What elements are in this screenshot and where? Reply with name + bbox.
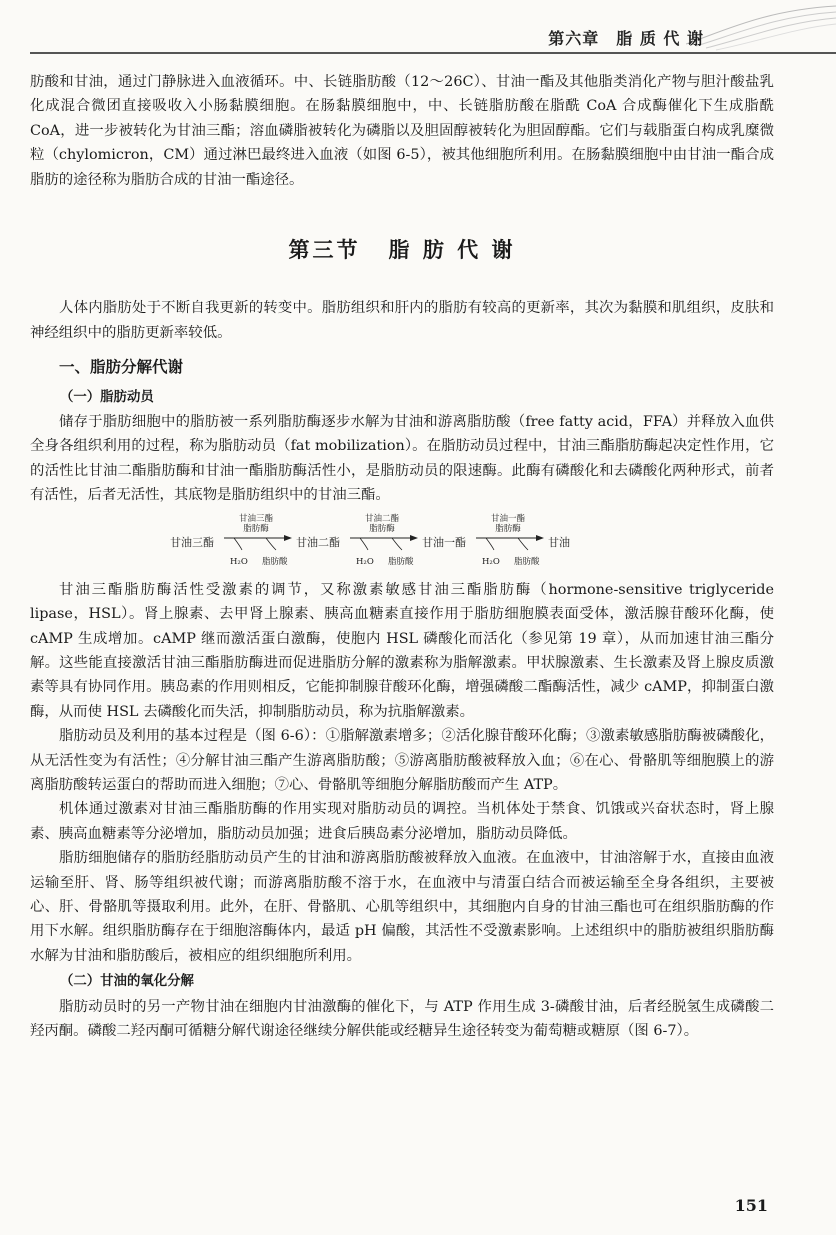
heading-fat-mobilization: （一）脂肪动员 [60, 389, 154, 405]
section-title [30, 238, 774, 262]
paragraph-5: 机体通过激素对甘油三酯脂肪酶的作用实现对脂肪动员的调控。当机体处于禁食、饥饿或兴奋状态时，肾上腺素、胰高血糖素等分泌增加，脂肪动员加强；进食后胰岛素分泌增加，脂肪动员降低。 [30, 801, 774, 842]
scheme-water-3: H₂O [482, 556, 500, 567]
paragraph-0: 肪酸和甘油，通过门静脉进入血液循环。中、长链脂肪酸（12～26C）、甘油一酯及其他脂类消化产物与胆汁酸盐乳化成混合微团直接吸收入小肠黏膜细胞。在肠黏膜细胞中，中、长链脂肪酸在脂酰 CoA 合成酶催化下生成脂酰 CoA，进一步被转化为甘油三酯；溶血磷脂被转化为磷脂以及胆固醇被转化为胆固醇酯。它们与载脂蛋白构成乳糜微粒（chylomicron，CM）通过淋巴最终进入血液（如图 6-5），被其他细胞所利用。在肠黏膜细胞中由甘油一酯合成脂肪的途径称为脂肪合成的甘油一酯途径。 [30, 74, 774, 188]
enzyme-2-line-2: 脂肪酶 [369, 523, 395, 534]
enzyme-2-line-1: 甘油二酯 [364, 513, 399, 524]
enzyme-3-line-1: 甘油一酯 [490, 513, 525, 524]
scheme-water-1: H₂O [230, 556, 248, 567]
page-body [30, 70, 774, 1043]
scheme-enzyme-3 [478, 514, 538, 534]
paragraph-3: 甘油三酯脂肪酶活性受激素的调节，又称激素敏感甘油三酯脂肪酶（hormone-sensitive triglyceride lipase，HSL）。肾上腺素、去甲肾上腺素、胰高血糖素直接作用于脂肪细胞膜表面受体，激活腺苷酸环化酶，使 cAMP 生成增加。cAMP 继而激活蛋白激酶，使胞内 HSL 磷酸化而活化（参见第 19 章），从而加速甘油三酯分解。这些能直接激活甘油三酯脂肪酶进而促进脂肪分解的激素称为脂解激素。甲状腺激素、生长激素及肾上腺皮质激素等具有协同作用。胰岛素的作用则相反，它能抑制腺苷酸环化酶，增强磷酸二酯酶活性，减少 cAMP，抑制蛋白激酶，从而使 HSL 去磷酸化而失活，抑制脂肪动员，称为抗脂解激素。 [30, 581, 774, 720]
heading-lipolysis: 一、脂肪分解代谢 [59, 358, 184, 377]
header-rule [30, 52, 836, 54]
header-decoration-icon [686, 0, 836, 58]
scheme-triglyceride: 甘油三酯 [170, 535, 214, 549]
paragraph-4: 脂肪动员及利用的基本过程是（图 6-6）：①脂解激素增多；②活化腺苷酸环化酶；③激素敏感脂肪酶被磷酸化，从无活性变为有活性；④分解甘油三酯产生游离脂肪酸；⑤游离脂肪酸被释放入血；⑥在心、骨骼肌等细胞膜上的游离脂肪酸转运蛋白的帮助而进入细胞；⑦心、骨骼肌等细胞分解脂肪酸而产生 ATP。 [30, 728, 774, 793]
page-number: 151 [734, 1196, 768, 1215]
enzyme-1-line-2: 脂肪酶 [243, 523, 269, 534]
section-name: 脂 肪 代 谢 [388, 238, 516, 263]
scheme-diglyceride: 甘油二酯 [296, 535, 340, 549]
chapter-title: 第六章 脂 质 代 谢 [548, 29, 704, 48]
scheme-water-2: H₂O [356, 556, 374, 567]
scheme-enzyme-2 [352, 514, 412, 534]
lipolysis-scheme [30, 514, 774, 566]
heading-glycerol-oxidation: （二）甘油的氧化分解 [60, 974, 194, 990]
section-number: 第三节 [288, 238, 361, 263]
paragraph-6: 脂肪细胞储存的脂肪经脂肪动员产生的甘油和游离脂肪酸被释放入血液。在血液中，甘油溶解于水，直接由血液运输至肝、肾、肠等组织被代谢；而游离脂肪酸不溶于水，在血液中与清蛋白结合而被运输至全身各组织，主要被心、肝、骨骼肌等摄取利用。此外，在肝、骨骼肌、心肌等组织中，其细胞内自身的甘油三酯也可在组织脂肪酶的作用下水解。组织脂肪酶存在于细胞溶酶体内，最适 pH 偏酸，其活性不受激素影响。上述组织中的脂肪被组织脂肪酶水解为甘油和脂肪酸后，被相应的组织细胞所利用。 [30, 850, 774, 964]
page-header [0, 0, 836, 58]
scheme-enzyme-1 [226, 514, 286, 534]
scheme-fa-2: 脂肪酸 [388, 556, 414, 567]
enzyme-3-line-2: 脂肪酶 [495, 523, 521, 534]
paragraph-1: 人体内脂肪处于不断自我更新的转变中。脂肪组织和肝内的脂肪有较高的更新率，其次为黏膜和肌组织，皮肤和神经组织中的脂肪更新率较低。 [30, 300, 774, 341]
paragraph-2: 储存于脂肪细胞中的脂肪被一系列脂肪酶逐步水解为甘油和游离脂肪酸（free fatty acid，FFA）并释放入血供全身各组织利用的过程，称为脂肪动员（fat mobilization）。在脂肪动员过程中，甘油三酯脂肪酶起决定性作用，它的活性比甘油二酯脂肪酶和甘油一酯脂肪酶活性小，是脂肪动员的限速酶。此酶有磷酸化和去磷酸化两种形式，前者有活性，后者无活性，其底物是脂肪组织中的甘油三酯。 [30, 414, 774, 504]
scheme-fa-3: 脂肪酸 [514, 556, 540, 567]
scheme-monoglyceride: 甘油一酯 [422, 535, 466, 549]
paragraph-7: 脂肪动员时的另一产物甘油在细胞内甘油激酶的催化下，与 ATP 作用生成 3-磷酸甘油，后者经脱氢生成磷酸二羟丙酮。磷酸二羟丙酮可循糖分解代谢途径继续分解供能或经糖异生途径转变为葡萄糖或糖原（图 6-7）。 [30, 998, 774, 1039]
scheme-glycerol: 甘油 [548, 535, 570, 549]
scheme-fa-1: 脂肪酸 [262, 556, 288, 567]
enzyme-1-line-1: 甘油三酯 [238, 513, 273, 524]
